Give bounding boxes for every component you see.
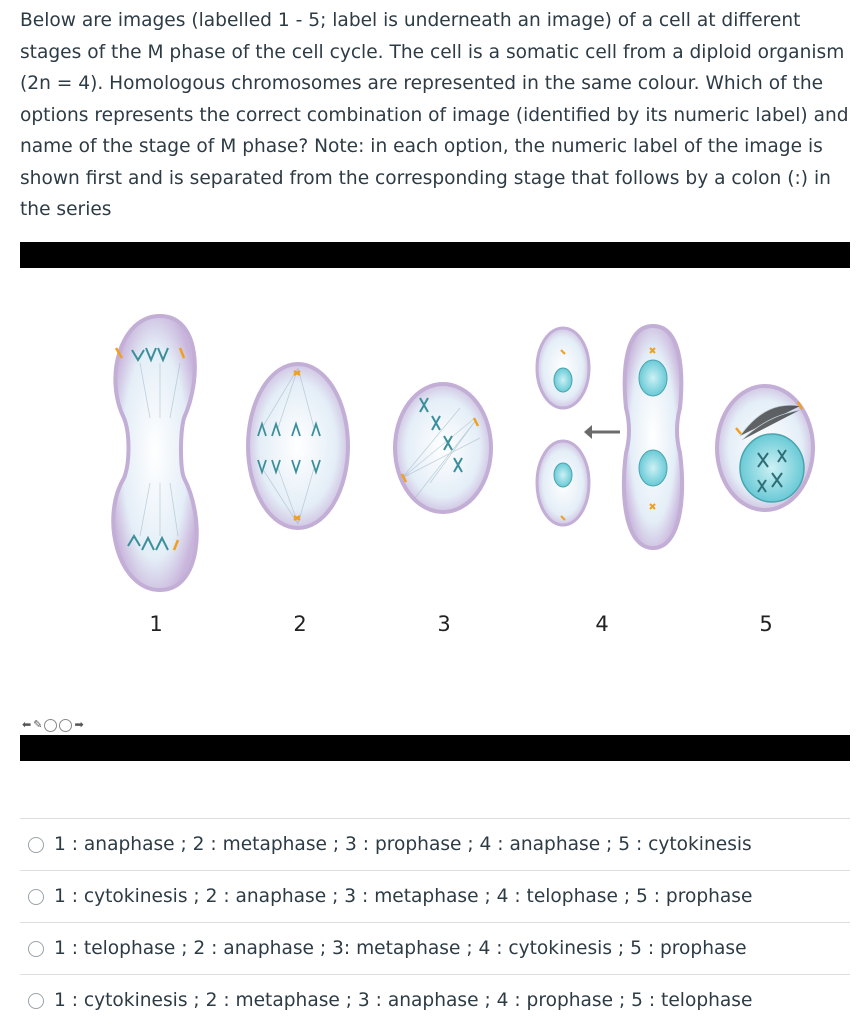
cell-3: [395, 384, 491, 512]
cell-5: [717, 386, 813, 510]
cell-1: [113, 316, 196, 590]
radio-button[interactable]: [28, 941, 44, 957]
stage-label-2: 2: [293, 612, 307, 636]
answer-option[interactable]: [20, 870, 850, 922]
cell-4-left-pair: [537, 328, 589, 525]
circle-icon[interactable]: [59, 719, 72, 732]
redaction-bar-top: [20, 242, 850, 268]
answer-option[interactable]: [20, 818, 850, 870]
answer-option-label: 1 : cytokinesis ; 2 : metaphase ; 3 : anaphase ; 4 : prophase ; 5 : telophase: [54, 990, 753, 1011]
answer-options: [20, 818, 850, 1026]
cell-4-right-pair: [624, 326, 682, 548]
stage-label-3: 3: [437, 612, 451, 636]
radio-button[interactable]: [28, 993, 44, 1009]
question-text: Below are images (labelled 1 - 5; label is underneath an image) of a cell at different stages of the M phase of the cell cycle. The cell is a somatic cell from a diploid organism (2n = 4). Homologous chromosomes are represented in the same colour. Which of the options represents the correct combination of image (identified by its numeric label) and name of the stage of M phase? Note: in each option, the numeric label of the image is shown first and is separated from the corresponding stage that follows by a colon (:) in the series: [20, 10, 849, 220]
answer-option[interactable]: [20, 922, 850, 974]
redaction-bar-bottom: [20, 735, 850, 761]
cell-stages-illustration: [20, 268, 850, 735]
arrow-left-icon: [584, 425, 620, 439]
cell-2: [248, 364, 348, 528]
answer-option[interactable]: [20, 974, 850, 1026]
radio-button[interactable]: [28, 837, 44, 853]
answer-option-label: 1 : telophase ; 2 : anaphase ; 3: metaphase ; 4 : cytokinesis ; 5 : prophase: [54, 938, 747, 959]
answer-option-label: 1 : anaphase ; 2 : metaphase ; 3 : prophase ; 4 : anaphase ; 5 : cytokinesis: [54, 834, 752, 855]
stage-label-4: 4: [595, 612, 609, 636]
arrow-right-icon[interactable]: ➡: [74, 718, 84, 731]
arrow-left-icon[interactable]: ⬅: [22, 718, 32, 731]
circle-icon[interactable]: [44, 719, 57, 732]
stage-label-5: 5: [759, 612, 773, 636]
radio-button[interactable]: [28, 889, 44, 905]
stage-label-1: 1: [149, 612, 163, 636]
image-toolbar: [22, 717, 84, 733]
answer-option-label: 1 : cytokinesis ; 2 : anaphase ; 3 : metaphase ; 4 : telophase ; 5 : prophase: [54, 886, 753, 907]
cell-stages-figure: [20, 268, 850, 735]
pencil-icon[interactable]: ✎: [33, 718, 43, 731]
